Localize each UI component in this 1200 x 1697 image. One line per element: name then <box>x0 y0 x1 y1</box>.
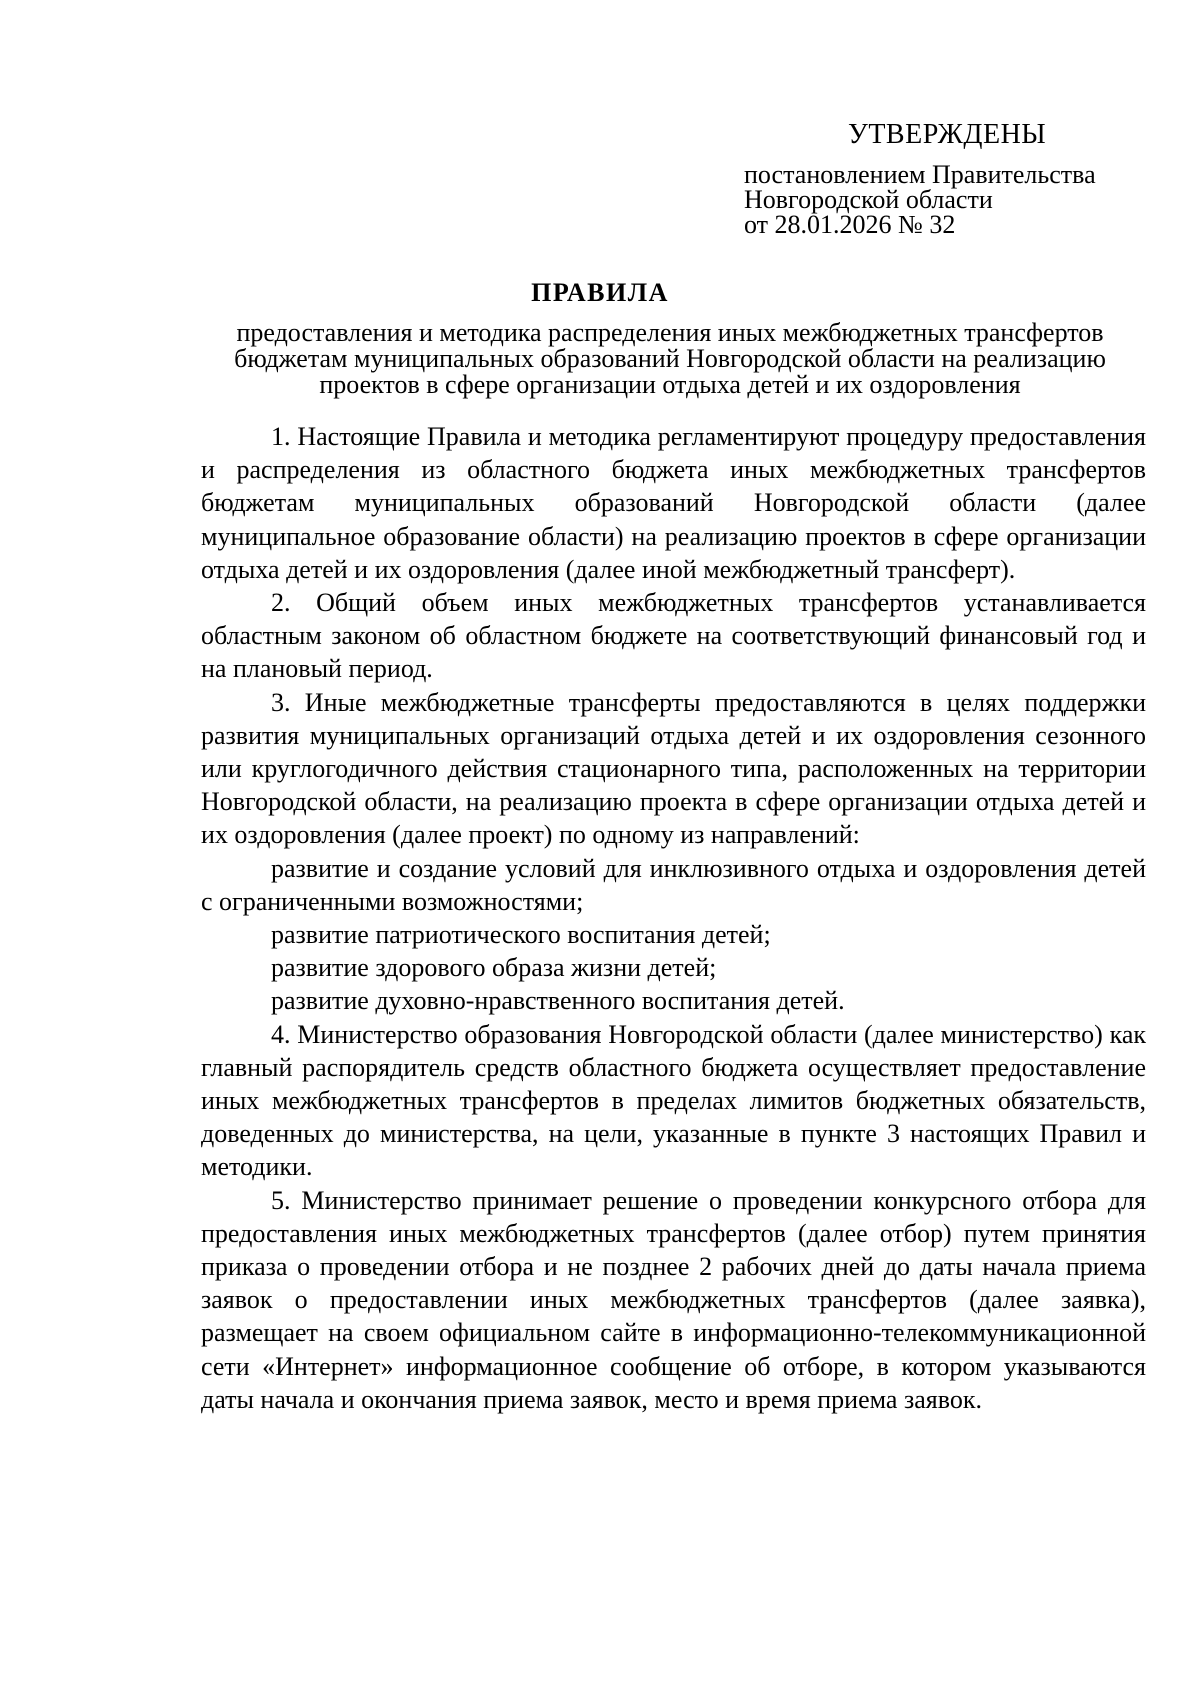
document-title: ПРАВИЛА <box>531 278 669 307</box>
subtitle-line: проектов в сфере организации отдыха детей и их оздоровления <box>319 370 1021 399</box>
paragraph-4: 4. Министерство образования Новгородской области (далее министерство) как главный распорядитель средств областного бюджета осуществляет предоставление иных межбюджетных трансфертов в пределах лимитов бюджетных обязательств, доведенных до министерства, на цели, указанные в пункте 3 настоящих Правил и методики. <box>201 1019 1146 1182</box>
approval-line: постановлением Правительства <box>744 160 1096 189</box>
paragraph-1: 1. Настоящие Правила и методика регламентируют процедуру предоставления и распределения из областного бюджета иных межбюджетных трансфертов бюджетам муниципальных образований Новгородской области (далее муниципальное образование области) на реализацию проектов в сфере организации отдыха детей и их оздоровления (далее иной межбюджетный трансферт). <box>201 422 1146 584</box>
paragraph-5: 5. Министерство принимает решение о проведении конкурсного отбора для предоставления иных межбюджетных трансфертов (далее отбор) путем принятия приказа о проведении отбора и не позднее 2 рабочих дней до даты начала приема заявок о предоставлении иных межбюджетных трансфертов (далее заявка), размещает на своем официальном сайте в информационно-телекоммуникационной сети «Интернет» информационное сообщение об отборе, в котором указываются даты начала и окончания приема заявок, место и время приема заявок. <box>201 1185 1146 1414</box>
paragraph-3: 3. Иные межбюджетные трансферты предоставляются в целях поддержки развития муниципальных организаций отдыха детей и их оздоровления сезонного или круглогодичного действия стационарного типа, расположенных на территории Новгородской области, на реализацию проекта в сфере организации отдыха детей и их оздоровления (далее проект) по одному из направлений: <box>201 687 1146 850</box>
approval-line: от 28.01.2026 № 32 <box>744 210 956 239</box>
subtitle-line: предоставления и методика распределения иных межбюджетных трансфертов <box>236 318 1104 347</box>
direction-item: развитие здорового образа жизни детей; <box>271 953 717 983</box>
approval-title: УТВЕРЖДЕНЫ <box>848 119 1047 150</box>
approval-line: Новгородской области <box>744 185 993 214</box>
direction-item: развитие духовно-нравственного воспитания детей. <box>271 986 845 1016</box>
direction-item: развитие и создание условий для инклюзивного отдыха и оздоровления детей с ограниченными возможностями; <box>201 853 1146 916</box>
paragraph-2: 2. Общий объем иных межбюджетных трансфертов устанавливается областным законом об областном бюджете на соответствующий финансовый год и на плановый период. <box>201 588 1146 684</box>
approval-details <box>744 162 1164 237</box>
document-body <box>201 420 1146 1416</box>
document-subtitle <box>190 320 1150 398</box>
subtitle-line: бюджетам муниципальных образований Новгородской области на реализацию <box>234 344 1106 373</box>
approval-block <box>744 118 1164 237</box>
direction-item: развитие патриотического воспитания детей; <box>271 920 771 950</box>
